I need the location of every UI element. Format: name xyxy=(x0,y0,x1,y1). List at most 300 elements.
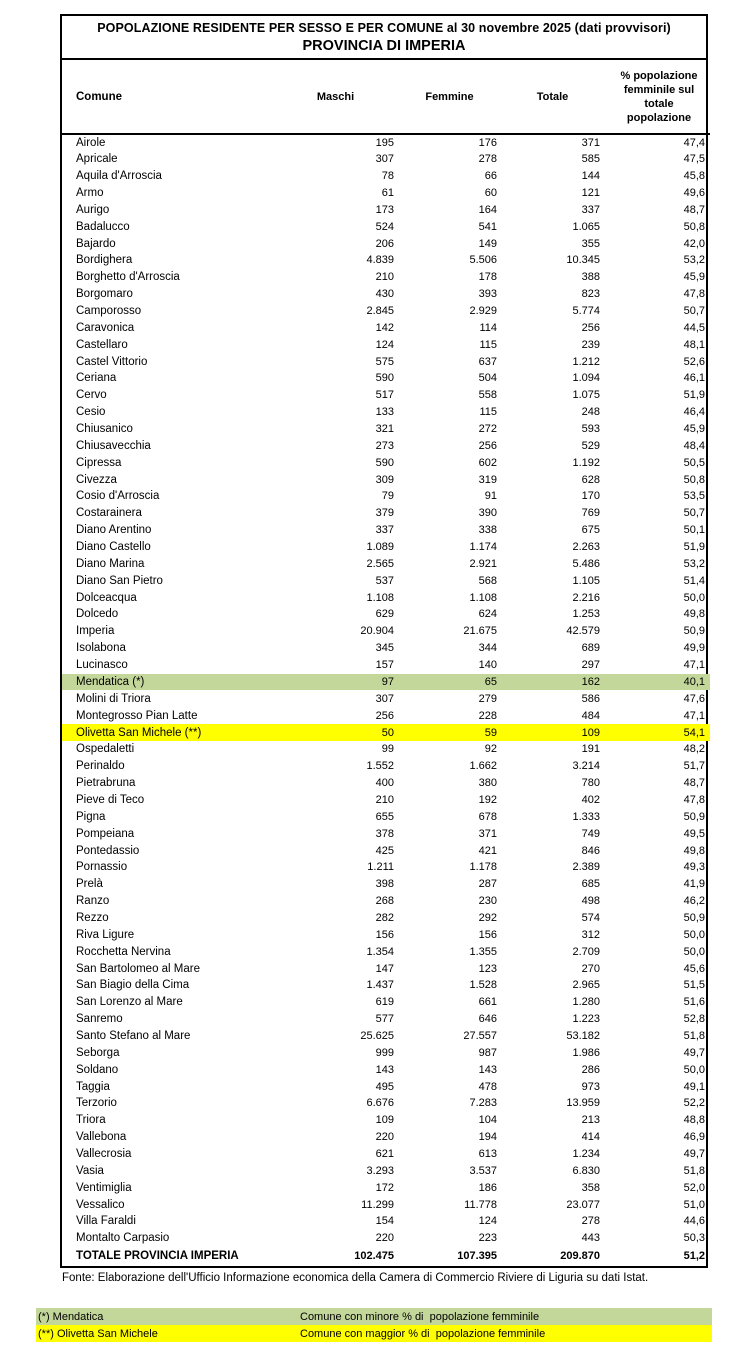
femmine-cell: 66 xyxy=(484,170,497,183)
table-row xyxy=(62,775,710,792)
maschi-cell: 590 xyxy=(375,372,394,385)
table-row xyxy=(62,370,710,387)
totale-cell: 529 xyxy=(581,439,600,452)
maschi-cell: 629 xyxy=(375,608,394,621)
maschi-cell: 307 xyxy=(375,692,394,705)
totale-cell: 414 xyxy=(581,1131,600,1144)
table-row xyxy=(62,555,710,572)
pct-cell: 44,6 xyxy=(683,1215,705,1228)
femmine-cell: 624 xyxy=(478,608,497,621)
maschi-cell: 1.552 xyxy=(366,760,394,773)
pct-cell: 50,9 xyxy=(683,911,705,924)
comune-cell: Pompeiana xyxy=(76,827,135,840)
comune-cell: Castellaro xyxy=(76,338,128,351)
table-row xyxy=(62,387,710,404)
table-row xyxy=(62,218,710,235)
femmine-cell: 115 xyxy=(479,338,497,351)
pct-cell: 50,8 xyxy=(683,220,705,233)
pct-cell: 46,9 xyxy=(683,1131,705,1144)
table-row xyxy=(62,1129,710,1146)
comune-cell: San Bartolomeo al Mare xyxy=(76,962,201,975)
table-row xyxy=(62,572,710,589)
pct-cell: 50,9 xyxy=(683,625,705,638)
table-row xyxy=(62,707,710,724)
maschi-cell: 337 xyxy=(375,524,394,537)
femmine-cell: 613 xyxy=(478,1147,497,1160)
totale-cell: 109 xyxy=(505,724,608,741)
table-row xyxy=(62,926,710,943)
table-row xyxy=(62,910,710,927)
maschi-cell: 220 xyxy=(375,1131,394,1144)
totale-cell: 371 xyxy=(581,136,600,149)
maschi-cell: 2.845 xyxy=(366,305,394,318)
totale-cell: 10.345 xyxy=(566,254,600,267)
table-row xyxy=(62,505,710,522)
table-row xyxy=(62,994,710,1011)
comune-cell: Caravonica xyxy=(76,321,135,334)
comune-cell: Molini di Triora xyxy=(76,692,151,705)
totale-cell: 2.965 xyxy=(572,979,600,992)
femmine-cell: 661 xyxy=(478,996,497,1009)
table-row xyxy=(62,977,710,994)
totale-cell: 388 xyxy=(581,271,600,284)
femmine-cell: 344 xyxy=(478,642,497,655)
pct-cell: 51,4 xyxy=(683,574,705,587)
totale-cell: 13.959 xyxy=(566,1097,600,1110)
table-row xyxy=(62,134,710,151)
comune-cell: Diano Arentino xyxy=(76,524,152,537)
totale-cell: 1.333 xyxy=(572,810,600,823)
comune-cell: Pontedassio xyxy=(76,844,140,857)
totale-cell: 170 xyxy=(581,490,600,503)
femmine-cell: 228 xyxy=(478,709,497,722)
pct-cell: 51,9 xyxy=(683,389,705,402)
femmine-cell: 27.557 xyxy=(463,1029,497,1042)
table-row xyxy=(62,623,710,640)
table-header xyxy=(62,60,710,134)
maschi-cell: 400 xyxy=(375,777,394,790)
femmine-cell: 91 xyxy=(484,490,497,503)
maschi-cell: 398 xyxy=(375,878,394,891)
comune-cell: Ranzo xyxy=(76,895,110,908)
femmine-cell: 1.174 xyxy=(469,541,497,554)
legend xyxy=(36,1308,712,1342)
comune-cell: Bajardo xyxy=(76,237,116,250)
totale-cell: 2.216 xyxy=(572,591,600,604)
pct-cell: 49,8 xyxy=(683,608,705,621)
totale-cell: 498 xyxy=(581,895,600,908)
table-row xyxy=(62,353,710,370)
table-row xyxy=(62,319,710,336)
comune-cell: Taggia xyxy=(76,1080,110,1093)
table-row xyxy=(62,893,710,910)
femmine-cell: 393 xyxy=(478,288,497,301)
totale-cell: 685 xyxy=(581,878,600,891)
comune-cell: Pietrabruna xyxy=(76,777,136,790)
table-row xyxy=(62,1028,710,1045)
totale-cell: 2.263 xyxy=(572,541,600,554)
maschi-cell: 1.211 xyxy=(367,861,394,874)
femmine-cell: 230 xyxy=(478,895,497,908)
comune-cell: Chiusanico xyxy=(76,423,133,436)
column-header-comune: Comune xyxy=(62,60,277,134)
comune-cell: Bordighera xyxy=(76,254,133,267)
femmine-cell: 223 xyxy=(478,1232,497,1245)
totale-cell: 1.065 xyxy=(572,220,600,233)
table-row xyxy=(62,724,710,741)
femmine-cell: 646 xyxy=(478,1013,497,1026)
femmine-cell: 192 xyxy=(478,793,497,806)
pct-cell: 47,4 xyxy=(683,136,705,149)
totale-cell: 5.774 xyxy=(572,305,600,318)
table-row xyxy=(62,1179,710,1196)
table-row xyxy=(62,1146,710,1163)
totale-cell: 574 xyxy=(581,911,600,924)
femmine-cell: 1.662 xyxy=(469,760,497,773)
totale-cell: 23.077 xyxy=(566,1198,600,1211)
comune-cell: Dolceacqua xyxy=(76,591,137,604)
totale-cell: 846 xyxy=(581,844,600,857)
totale-cell: 256 xyxy=(581,321,600,334)
table-row xyxy=(62,488,710,505)
table-row xyxy=(62,269,710,286)
header-row xyxy=(62,60,710,134)
femmine-cell: 292 xyxy=(478,911,497,924)
table-row xyxy=(62,606,710,623)
totale-cell: 1.234 xyxy=(572,1147,600,1160)
table-row xyxy=(62,876,710,893)
pct-cell: 50,8 xyxy=(683,473,705,486)
maschi-cell: 142 xyxy=(375,321,394,334)
totale-cell: 162 xyxy=(505,674,608,691)
pct-cell: 42,0 xyxy=(683,237,705,250)
comune-cell: Diano Castello xyxy=(76,541,151,554)
population-table xyxy=(60,14,708,1268)
femmine-cell: 60 xyxy=(484,187,497,199)
comune-cell: Prelà xyxy=(76,878,103,891)
table-row xyxy=(62,336,710,353)
comune-cell: Costarainera xyxy=(76,507,142,520)
pct-cell: 48,7 xyxy=(683,203,705,216)
maschi-cell: 1.108 xyxy=(366,591,394,604)
femmine-cell: 678 xyxy=(478,810,497,823)
pct-cell: 49,3 xyxy=(683,861,705,874)
maschi-cell: 11.299 xyxy=(361,1198,394,1211)
maschi-cell: 206 xyxy=(375,237,394,250)
table-row xyxy=(62,1044,710,1061)
maschi-cell: 577 xyxy=(375,1013,394,1026)
maschi-cell: 220 xyxy=(375,1232,394,1245)
table-row xyxy=(62,168,710,185)
comune-cell: Vallecrosia xyxy=(76,1147,132,1160)
totale-cell: 1.986 xyxy=(572,1046,600,1059)
maschi-cell: 210 xyxy=(375,793,394,806)
pct-cell: 52,2 xyxy=(683,1097,705,1110)
femmine-cell: 2.929 xyxy=(469,305,497,318)
table-row xyxy=(62,1078,710,1095)
table-row xyxy=(62,539,710,556)
totale-cell: 689 xyxy=(581,642,600,655)
femmine-cell: 59 xyxy=(402,724,505,741)
femmine-cell: 186 xyxy=(478,1181,497,1194)
comune-cell: Cosio d'Arroscia xyxy=(76,490,160,503)
pct-cell: 40,1 xyxy=(608,674,710,691)
totale-cell: 355 xyxy=(581,237,600,250)
maschi-cell: 425 xyxy=(375,844,394,857)
femmine-cell: 390 xyxy=(478,507,497,520)
maschi-cell: 378 xyxy=(375,827,394,840)
table-row xyxy=(62,842,710,859)
pct-cell: 49,5 xyxy=(683,827,705,840)
maschi-cell: 97 xyxy=(277,674,402,691)
femmine-cell: 1.108 xyxy=(469,591,497,604)
femmine-cell: 504 xyxy=(478,372,497,385)
comune-cell: Cervo xyxy=(76,389,107,402)
comune-cell: Vallebona xyxy=(76,1131,127,1144)
totale-cell: 749 xyxy=(581,827,600,840)
legend-description: Comune con minore % di popolazione femminile xyxy=(300,1310,540,1323)
pct-cell: 52,0 xyxy=(683,1181,705,1194)
pct-cell: 48,8 xyxy=(683,1114,705,1127)
maschi-cell: 273 xyxy=(375,439,394,452)
maschi-cell: 99 xyxy=(381,743,394,756)
femmine-cell: 149 xyxy=(478,237,497,250)
comune-cell: Montalto Carpasio xyxy=(76,1232,170,1245)
totale-cell: 270 xyxy=(581,962,600,975)
totale-cell: 1.075 xyxy=(572,389,600,402)
maschi-cell: 78 xyxy=(381,170,394,183)
table-row xyxy=(62,690,710,707)
femmine-cell: 7.283 xyxy=(469,1097,497,1110)
comune-cell: Aquila d'Arroscia xyxy=(76,170,162,183)
totale-cell: 121 xyxy=(581,187,600,199)
column-header-pct-femminile: % popolazione femminile sul totale popolazione xyxy=(608,60,710,134)
maschi-cell: 619 xyxy=(375,996,394,1009)
totale-cell: 3.214 xyxy=(572,760,600,773)
pct-cell: 47,8 xyxy=(683,288,705,301)
comune-cell: Vessalico xyxy=(76,1198,125,1211)
table-row xyxy=(62,825,710,842)
pct-cell: 51,9 xyxy=(683,541,705,554)
maschi-cell: 590 xyxy=(375,456,394,469)
comune-cell: Soldano xyxy=(76,1063,119,1076)
maschi-cell: 210 xyxy=(375,271,394,284)
maschi-cell: 430 xyxy=(375,288,394,301)
comune-cell: Diano San Pietro xyxy=(76,574,163,587)
totale-cell: 973 xyxy=(581,1080,600,1093)
table-row xyxy=(62,792,710,809)
pct-cell: 51,0 xyxy=(683,1198,705,1211)
femmine-cell: 115 xyxy=(479,406,497,419)
comune-cell: Dolcedo xyxy=(76,608,119,621)
femmine-cell: 104 xyxy=(478,1114,497,1127)
femmine-cell: 156 xyxy=(478,928,497,941)
totale-cell: 628 xyxy=(581,473,600,486)
pct-cell: 51,7 xyxy=(683,760,705,773)
maschi-cell: 20.904 xyxy=(360,625,394,638)
comune-cell: Cipressa xyxy=(76,456,122,469)
pct-cell: 45,6 xyxy=(683,962,705,975)
comune-cell: Apricale xyxy=(76,153,118,166)
table-row xyxy=(62,657,710,674)
pct-cell: 50,5 xyxy=(683,456,705,469)
table-row xyxy=(62,522,710,539)
femmine-cell: 92 xyxy=(484,743,497,756)
femmine-cell: 1.528 xyxy=(469,979,497,992)
comune-cell: Montegrosso Pian Latte xyxy=(76,709,198,722)
pct-cell: 47,6 xyxy=(683,692,705,705)
total-maschi: 102.475 xyxy=(354,1250,394,1263)
maschi-cell: 154 xyxy=(375,1215,394,1228)
comune-cell: Seborga xyxy=(76,1046,120,1059)
totale-cell: 1.105 xyxy=(572,574,600,587)
table-row xyxy=(62,943,710,960)
maschi-cell: 575 xyxy=(375,355,394,368)
maschi-cell: 495 xyxy=(375,1080,394,1093)
comune-cell: Lucinasco xyxy=(76,659,128,672)
table-row xyxy=(62,454,710,471)
femmine-cell: 176 xyxy=(478,136,497,149)
comune-cell: Cesio xyxy=(76,406,106,419)
comune-cell: Diano Marina xyxy=(76,557,145,570)
femmine-cell: 478 xyxy=(478,1080,497,1093)
table-row xyxy=(62,201,710,218)
pct-cell: 46,4 xyxy=(683,406,705,419)
femmine-cell: 1.355 xyxy=(469,945,497,958)
femmine-cell: 421 xyxy=(478,844,497,857)
maschi-cell: 6.676 xyxy=(366,1097,394,1110)
table-row xyxy=(62,859,710,876)
femmine-cell: 3.537 xyxy=(469,1164,497,1177)
pct-cell: 45,8 xyxy=(683,170,705,183)
maschi-cell: 133 xyxy=(375,406,394,419)
totale-cell: 1.223 xyxy=(572,1013,600,1026)
comune-cell: Vasia xyxy=(76,1164,104,1177)
comune-cell: Ospedaletti xyxy=(76,743,135,756)
comune-cell: San Lorenzo al Mare xyxy=(76,996,183,1009)
pct-cell: 50,9 xyxy=(683,810,705,823)
totale-cell: 286 xyxy=(581,1063,600,1076)
maschi-cell: 157 xyxy=(375,659,394,672)
maschi-cell: 109 xyxy=(375,1114,394,1127)
legend-row xyxy=(36,1325,712,1342)
pct-cell: 47,1 xyxy=(683,709,705,722)
pct-cell: 50,0 xyxy=(683,928,705,941)
pct-cell: 49,1 xyxy=(683,1080,705,1093)
femmine-cell: 338 xyxy=(478,524,497,537)
table-row xyxy=(62,758,710,775)
femmine-cell: 602 xyxy=(478,456,497,469)
comune-cell: Aurigo xyxy=(76,203,110,216)
comune-cell: San Biagio della Cima xyxy=(76,979,190,992)
table-row xyxy=(62,674,710,691)
comune-cell: Riva Ligure xyxy=(76,928,135,941)
totale-cell: 2.389 xyxy=(572,861,600,874)
femmine-cell: 124 xyxy=(478,1215,497,1228)
pct-cell: 49,9 xyxy=(683,642,705,655)
total-totale: 209.870 xyxy=(560,1250,600,1263)
femmine-cell: 272 xyxy=(478,423,497,436)
maschi-cell: 61 xyxy=(381,187,394,199)
femmine-cell: 371 xyxy=(478,827,497,840)
pct-cell: 51,6 xyxy=(683,996,705,1009)
table-row xyxy=(62,741,710,758)
femmine-cell: 1.178 xyxy=(469,861,497,874)
maschi-cell: 282 xyxy=(375,911,394,924)
comune-cell: Olivetta San Michele (**) xyxy=(62,724,277,741)
femmine-cell: 256 xyxy=(478,439,497,452)
femmine-cell: 568 xyxy=(478,574,497,587)
femmine-cell: 178 xyxy=(478,271,497,284)
maschi-cell: 621 xyxy=(375,1147,394,1160)
femmine-cell: 319 xyxy=(478,473,497,486)
maschi-cell: 379 xyxy=(375,507,394,520)
totale-cell: 484 xyxy=(581,709,600,722)
pct-cell: 50,0 xyxy=(683,591,705,604)
maschi-cell: 50 xyxy=(277,724,402,741)
pct-cell: 48,7 xyxy=(683,777,705,790)
comune-cell: Imperia xyxy=(76,625,115,638)
femmine-cell: 2.921 xyxy=(469,557,497,570)
comune-cell: Rezzo xyxy=(76,911,109,924)
femmine-cell: 380 xyxy=(478,777,497,790)
table-row xyxy=(62,640,710,657)
comune-cell: Triora xyxy=(76,1114,106,1127)
source-note: Fonte: Elaborazione dell'Ufficio Informazione economica della Camera di Commercio Riviere di Liguria su dati Istat. xyxy=(62,1272,649,1284)
totale-cell: 213 xyxy=(581,1114,600,1127)
comune-cell: Civezza xyxy=(76,473,117,486)
femmine-cell: 987 xyxy=(478,1046,497,1059)
table-row xyxy=(62,437,710,454)
femmine-cell: 65 xyxy=(402,674,505,691)
comune-cell: Castel Vittorio xyxy=(76,355,148,368)
maschi-cell: 1.089 xyxy=(366,541,394,554)
femmine-cell: 164 xyxy=(478,203,497,216)
pct-cell: 50,0 xyxy=(683,945,705,958)
maschi-cell: 1.437 xyxy=(366,979,394,992)
pct-cell: 45,9 xyxy=(683,271,705,284)
pct-cell: 41,9 xyxy=(683,878,705,891)
maschi-cell: 156 xyxy=(375,928,394,941)
pct-cell: 45,9 xyxy=(683,423,705,436)
column-header-maschi: Maschi xyxy=(277,60,402,134)
pct-cell: 49,7 xyxy=(683,1046,705,1059)
pct-cell: 48,2 xyxy=(683,743,705,756)
table-row xyxy=(62,303,710,320)
pct-cell: 49,6 xyxy=(683,187,705,199)
pct-cell: 47,1 xyxy=(683,659,705,672)
maschi-cell: 524 xyxy=(375,220,394,233)
table-title-box xyxy=(62,16,706,60)
totale-cell: 593 xyxy=(581,423,600,436)
pct-cell: 54,1 xyxy=(608,724,710,741)
totale-cell: 780 xyxy=(581,777,600,790)
totale-cell: 823 xyxy=(581,288,600,301)
table-row xyxy=(62,1095,710,1112)
totale-cell: 191 xyxy=(581,743,600,756)
pct-cell: 52,6 xyxy=(683,355,705,368)
table-subtitle: PROVINCIA DI IMPERIA xyxy=(302,38,466,54)
femmine-cell: 123 xyxy=(478,962,497,975)
femmine-cell: 140 xyxy=(478,659,497,672)
total-row xyxy=(62,1247,710,1266)
pct-cell: 52,8 xyxy=(683,1013,705,1026)
comune-cell: Badalucco xyxy=(76,220,130,233)
legend-label: (*) Mendatica xyxy=(38,1310,104,1323)
pct-cell: 50,0 xyxy=(683,1063,705,1076)
table-row xyxy=(62,1213,710,1230)
pct-cell: 46,2 xyxy=(683,895,705,908)
